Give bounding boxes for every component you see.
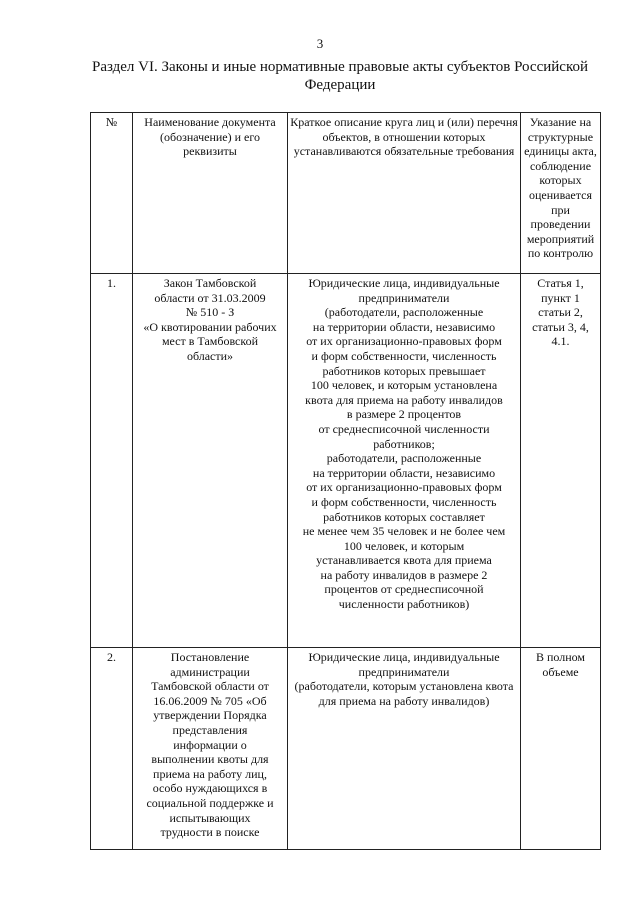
section-title: Раздел VI. Законы и иные нормативные правовые акты субъектов Российской Федерации xyxy=(91,59,589,93)
table-row xyxy=(91,274,601,648)
header-structural-units: Указание на структурные единицы акта, соблюдение которых оценивается при проведении мероприятий по контролю xyxy=(521,113,601,274)
page-number: 3 xyxy=(316,36,324,51)
structural-units: В полном объеме xyxy=(521,648,601,850)
table-header-row xyxy=(91,113,601,274)
header-description: Краткое описание круга лиц и (или) перечня объектов, в отношении которых устанавливаются обязательные требования xyxy=(288,113,521,274)
table-row xyxy=(91,648,601,850)
document-name: Постановление администрации Тамбовской области от 16.06.2009 № 705 «Об утверждении Порядка представления информации о выполнении квоты для приема на работу лиц, особо нуждающихся в социальной поддержке и испытывающих трудности в поиске xyxy=(133,648,288,850)
structural-units: Статья 1, пункт 1 статьи 2, статьи 3, 4, 4.1. xyxy=(521,274,601,648)
legal-acts-table xyxy=(90,112,601,850)
row-number: 1. xyxy=(91,274,133,648)
document-name: Закон Тамбовской области от 31.03.2009 № 510 - З «О квотировании рабочих мест в Тамбовской области» xyxy=(133,274,288,648)
header-document: Наименование документа (обозначение) и его реквизиты xyxy=(133,113,288,274)
row-number: 2. xyxy=(91,648,133,850)
header-number: № xyxy=(91,113,133,274)
persons-description: Юридические лица, индивидуальные предприниматели (работодатели, расположенные на территории области, независимо от их организационно-правовых форм и форм собственности, численность работников которых превышает 100 человек, и которым установлена квота для приема на работу инвалидов в размере 2 процентов от среднесписочной численности работников; работодатели, расположенные на территории области, независимо от их организационно-правовых форм и форм собственности, численность работников которых составляет не менее чем 35 человек и не более чем 100 человек, и которым устанавливается квота для приема на работу инвалидов в размере 2 процентов от среднесписочной численности работников) xyxy=(288,274,521,648)
persons-description: Юридические лица, индивидуальные предприниматели (работодатели, которым установлена квота для приема на работу инвалидов) xyxy=(288,648,521,850)
